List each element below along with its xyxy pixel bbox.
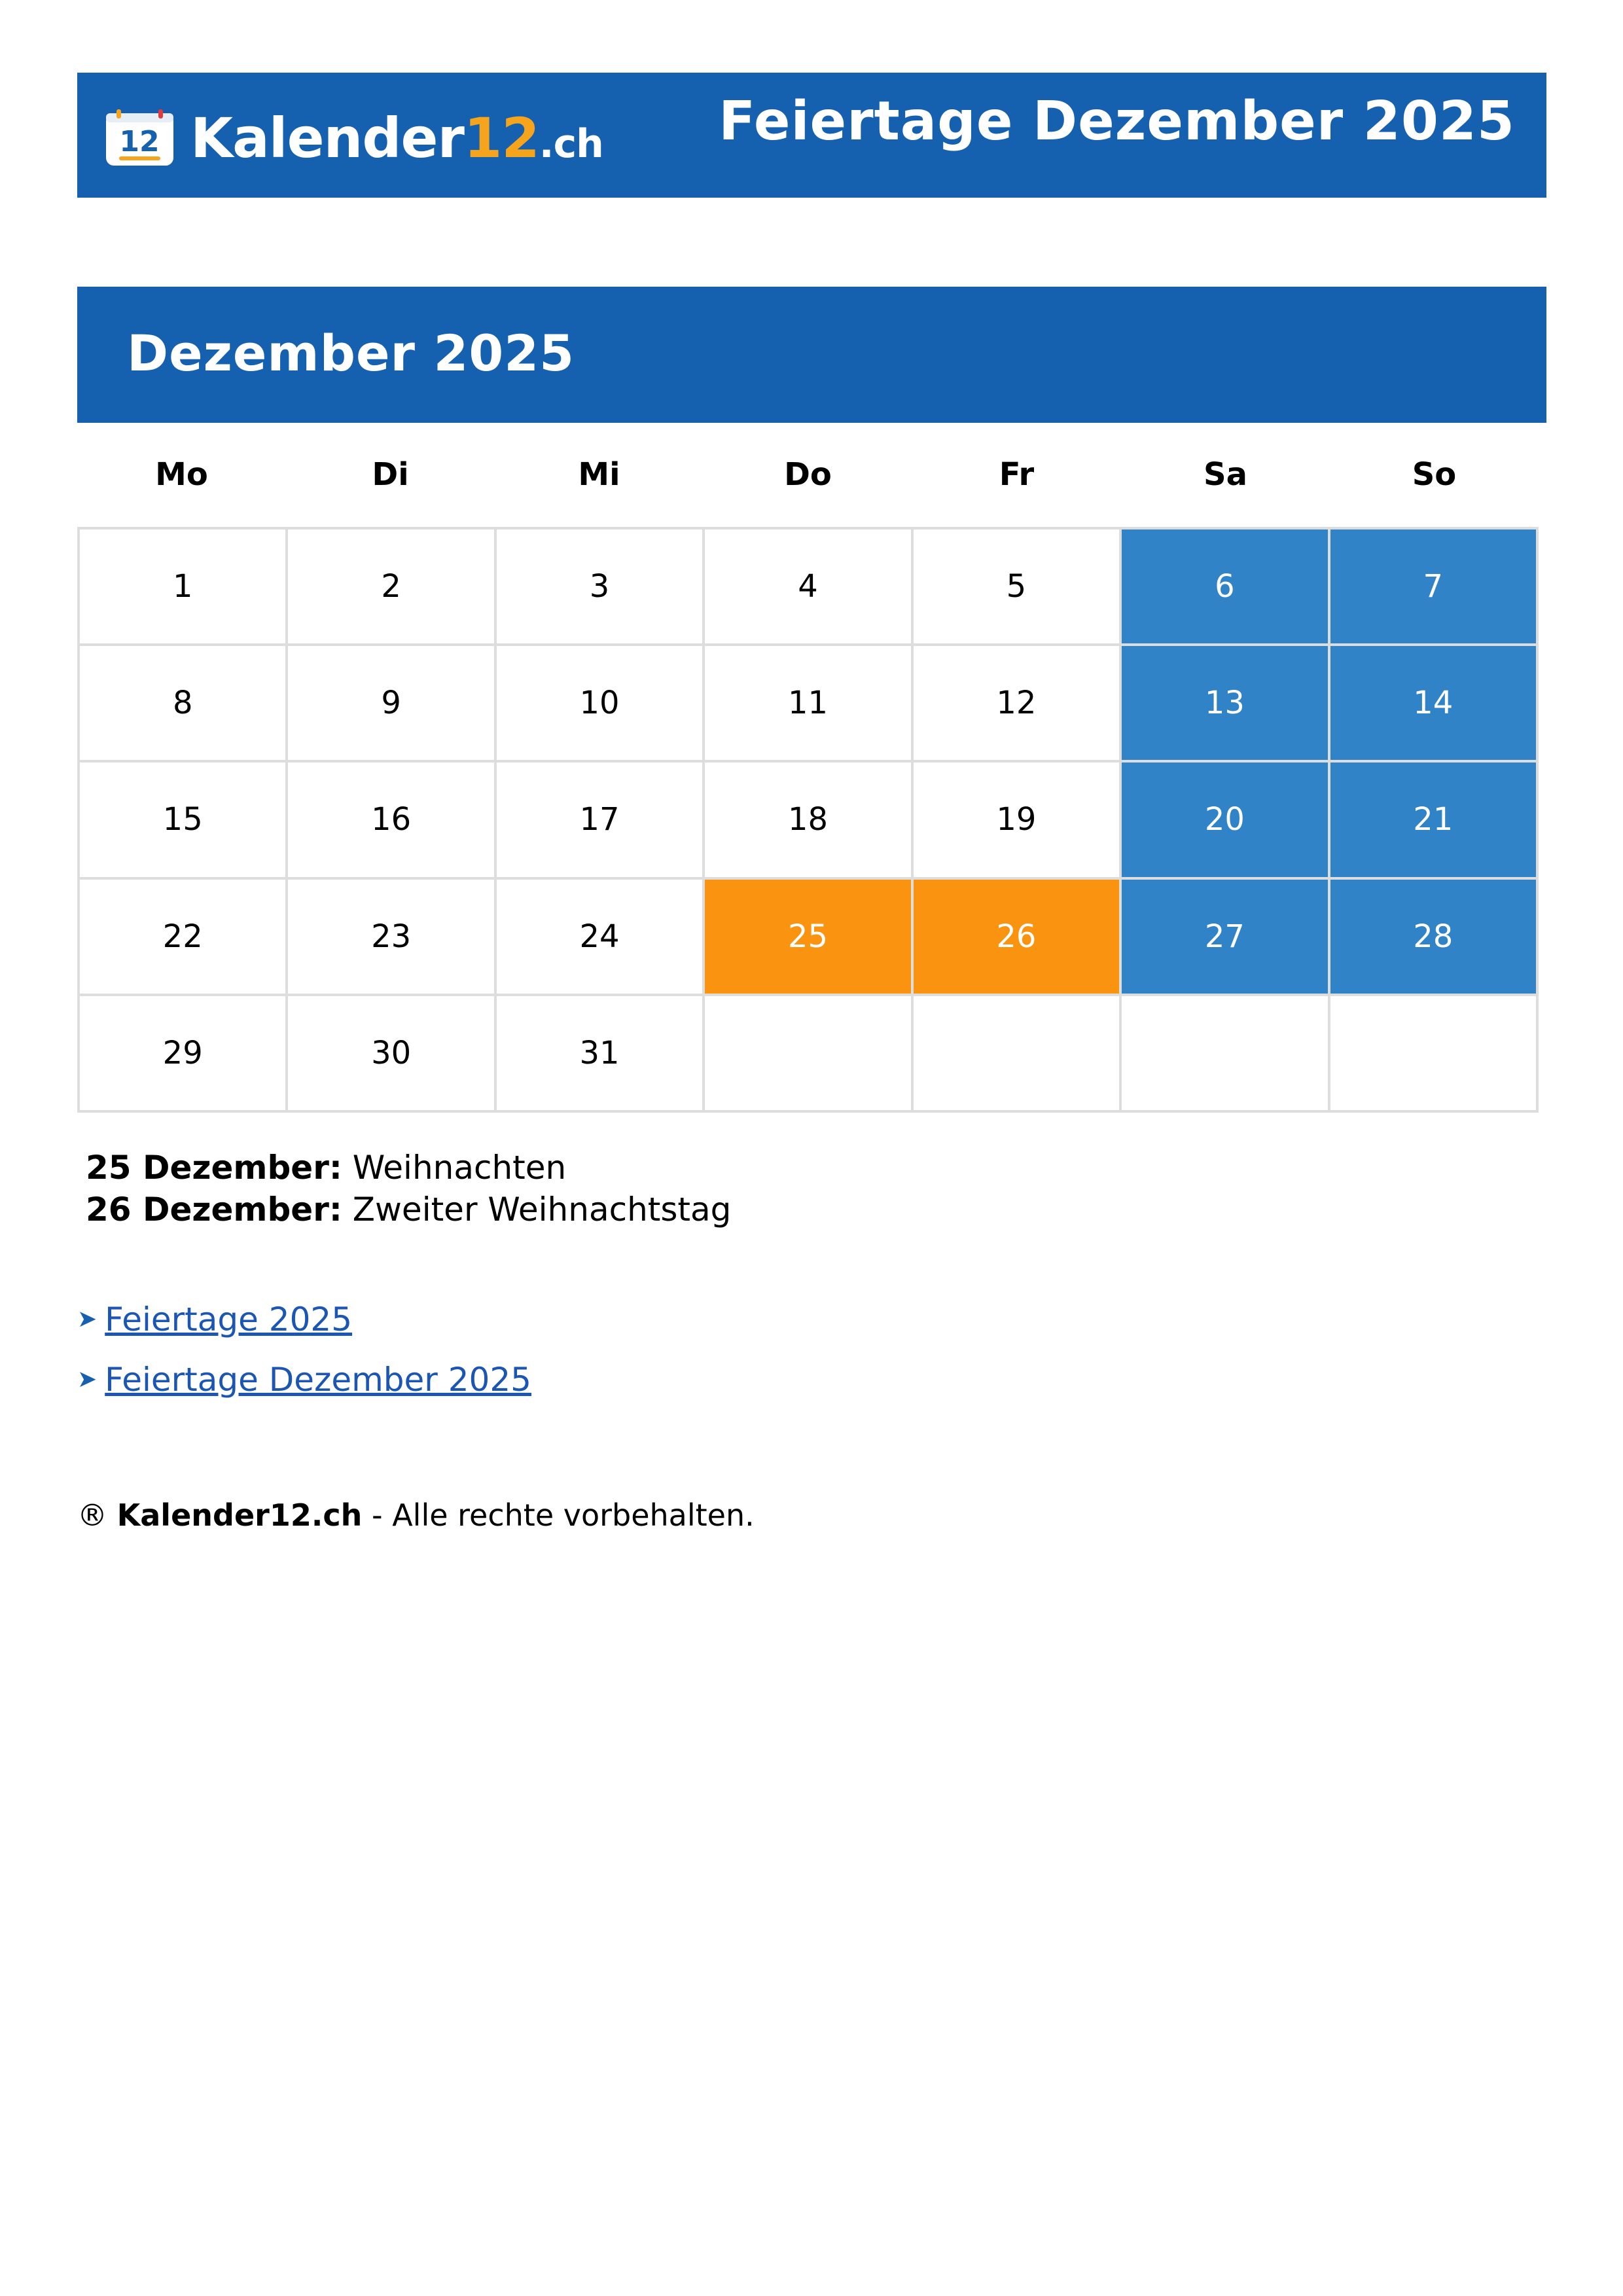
day-cell: 2 bbox=[288, 529, 496, 646]
weekday-label: Fr bbox=[999, 456, 1035, 493]
day-cell: 29 bbox=[80, 996, 288, 1113]
footer-brand: Kalender12.ch bbox=[116, 1498, 363, 1533]
footer-text: - Alle rechte vorbehalten. bbox=[371, 1498, 755, 1533]
day-cell: 15 bbox=[80, 762, 288, 879]
calendar-logo-icon bbox=[105, 109, 175, 167]
day-cell: 19 bbox=[914, 762, 1122, 879]
holiday-list bbox=[86, 1147, 731, 1230]
link-item bbox=[77, 1350, 531, 1410]
empty-day-cell bbox=[1122, 996, 1330, 1113]
day-cell: 6 bbox=[1122, 529, 1330, 646]
holiday-item bbox=[86, 1147, 731, 1189]
day-cell: 12 bbox=[914, 646, 1122, 762]
day-cell: 21 bbox=[1330, 762, 1539, 879]
holiday-date: 26 Dezember: bbox=[86, 1191, 342, 1229]
page-title: Feiertage Dezember 2025 bbox=[719, 90, 1515, 152]
day-cell: 13 bbox=[1122, 646, 1330, 762]
weekday-label: Mi bbox=[578, 456, 620, 493]
copyright-footer bbox=[77, 1496, 755, 1535]
related-links bbox=[77, 1289, 531, 1410]
weekday-label: So bbox=[1412, 456, 1457, 493]
weekday-label: Di bbox=[372, 456, 409, 493]
day-cell: 16 bbox=[288, 762, 496, 879]
empty-day-cell bbox=[705, 996, 913, 1113]
link-item bbox=[77, 1289, 531, 1350]
registered-symbol: ® bbox=[77, 1498, 107, 1533]
day-cell: 9 bbox=[288, 646, 496, 762]
empty-day-cell bbox=[1330, 996, 1539, 1113]
logo-wordmark bbox=[190, 105, 603, 170]
link-text[interactable]: Feiertage Dezember 2025 bbox=[105, 1361, 531, 1399]
day-cell: 11 bbox=[705, 646, 913, 762]
day-cell: 8 bbox=[80, 646, 288, 762]
holiday-date: 25 Dezember: bbox=[86, 1149, 342, 1187]
day-cell: 24 bbox=[497, 880, 705, 996]
weekday-label: Mo bbox=[155, 456, 208, 493]
day-cell: 5 bbox=[914, 529, 1122, 646]
day-cell: 31 bbox=[497, 996, 705, 1113]
empty-day-cell bbox=[914, 996, 1122, 1113]
day-cell: 28 bbox=[1330, 880, 1539, 996]
day-cell: 10 bbox=[497, 646, 705, 762]
logo-icon-number: 12 bbox=[119, 124, 160, 158]
weekday-label: Sa bbox=[1204, 456, 1247, 493]
calendar-grid bbox=[77, 527, 1539, 1113]
page-header bbox=[77, 73, 1546, 198]
day-cell: 30 bbox=[288, 996, 496, 1113]
day-cell: 22 bbox=[80, 880, 288, 996]
day-cell: 18 bbox=[705, 762, 913, 879]
month-header bbox=[77, 287, 1546, 423]
logo-wordmark-number: 12 bbox=[463, 105, 539, 170]
holiday-name: Weihnachten bbox=[352, 1149, 567, 1187]
day-cell: 23 bbox=[288, 880, 496, 996]
arrow-icon: ➤ bbox=[77, 1306, 98, 1333]
day-cell: 1 bbox=[80, 529, 288, 646]
weekday-header-row bbox=[77, 452, 1539, 497]
link-text[interactable]: Feiertage 2025 bbox=[105, 1300, 353, 1338]
weekday-label: Do bbox=[784, 456, 832, 493]
site-logo[interactable] bbox=[105, 107, 603, 169]
logo-wordmark-name: Kalender bbox=[190, 105, 464, 170]
day-cell: 3 bbox=[497, 529, 705, 646]
holiday-item bbox=[86, 1189, 731, 1230]
arrow-icon: ➤ bbox=[77, 1366, 98, 1393]
day-cell: 17 bbox=[497, 762, 705, 879]
day-cell: 27 bbox=[1122, 880, 1330, 996]
day-cell: 14 bbox=[1330, 646, 1539, 762]
holiday-day-cell: 26 bbox=[914, 880, 1122, 996]
logo-wordmark-tld: .ch bbox=[539, 120, 603, 167]
holiday-name: Zweiter Weihnachtstag bbox=[352, 1191, 732, 1229]
month-title: Dezember 2025 bbox=[127, 324, 575, 382]
day-cell: 7 bbox=[1330, 529, 1539, 646]
holiday-day-cell: 25 bbox=[705, 880, 913, 996]
day-cell: 4 bbox=[705, 529, 913, 646]
day-cell: 20 bbox=[1122, 762, 1330, 879]
